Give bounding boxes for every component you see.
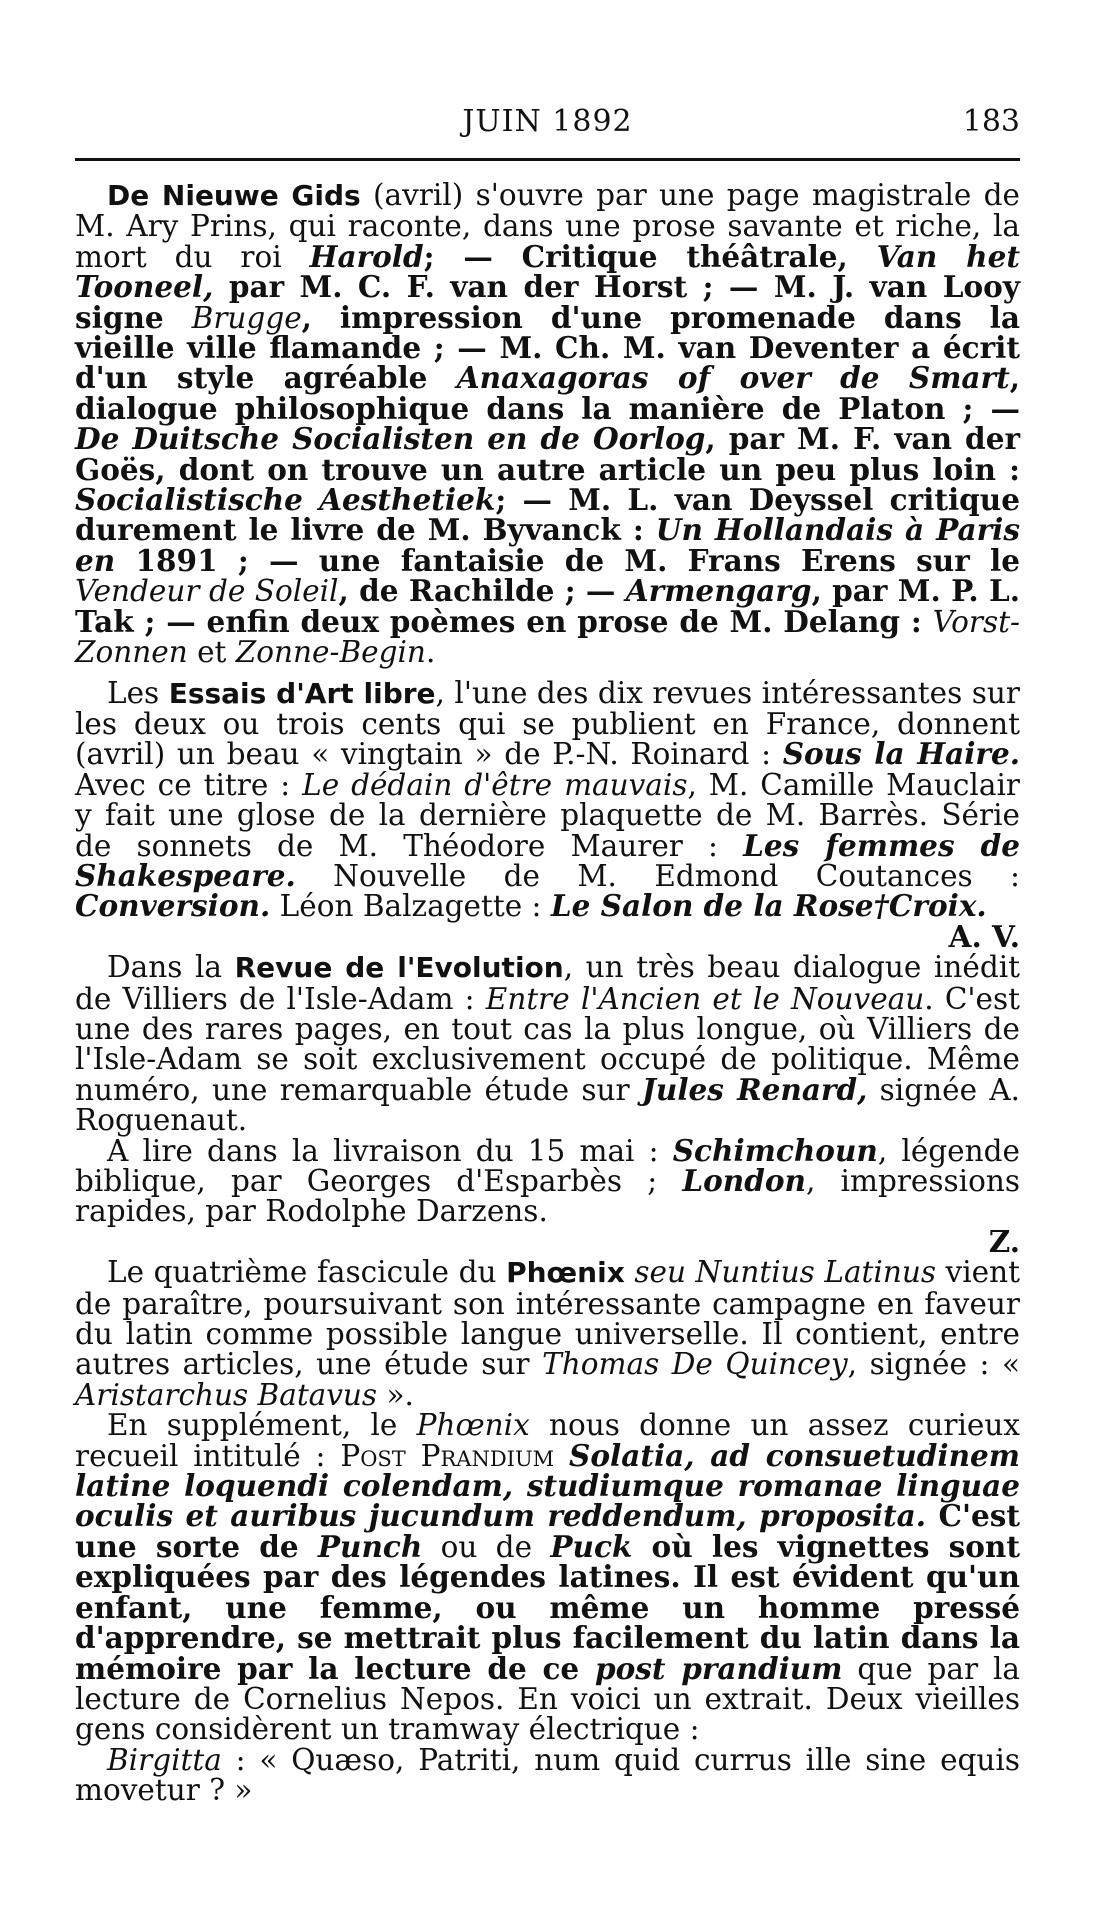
work-title: seu Nuntius Latinus: [634, 1255, 936, 1290]
text: ».: [377, 1377, 414, 1412]
text: , un très beau dialogue inédit de Villiers de l'Isle-Adam :: [75, 950, 1020, 1016]
work-title: Phœnix: [416, 1408, 530, 1443]
text: vient de paraître, poursuivant son intéressante campagne en faveur du latin comme possible langue universelle. Il contient, entre autres articles, une étude sur: [75, 1255, 1020, 1382]
text: ; — M. L. van Deyssel critique durement le livre de M. Byvanck :: [75, 482, 1020, 548]
text: , l'une des dix revues intéressantes sur les deux ou trois cents qui se publient en France, donnent (avril) un beau « vingtain » de P.-N. Roinard :: [75, 675, 1020, 772]
work-title: Entre l'Ancien et le Nouveau: [485, 981, 925, 1016]
journal-title: Essais d'Art libre: [168, 676, 436, 710]
work-title: post prandium: [594, 1650, 843, 1686]
text: Avec ce titre :: [75, 767, 303, 802]
work-title: Anaxagoras of over de Smart: [456, 360, 1010, 396]
text: par M. C. F. van der Horst ; — M. J. van Looy signe: [75, 269, 1020, 335]
text: que par la lecture de Cornelius Nepos. En voici un extrait. Deux vieilles gens considèrent un tramway électrique :: [75, 1651, 1020, 1747]
journal-title: De Nieuwe Gids: [107, 179, 361, 212]
work-title: Thomas De Quincey: [542, 1347, 848, 1382]
journal-title: Phœnix: [506, 1256, 625, 1290]
text: , impressions rapides, par Rodolphe Darzens.: [75, 1164, 1020, 1229]
paragraph-essais-art-libre: [75, 675, 1020, 924]
paragraph-phoenix: [75, 1257, 1020, 1410]
work-title: Van het Tooneel,: [75, 238, 1020, 305]
text: , signée : «: [847, 1347, 1020, 1382]
signature-av: A. V.: [948, 918, 1020, 954]
work-title: Harold: [309, 238, 424, 274]
text: 1891 ; — une fantaisie de M. Frans Erens sur le: [115, 542, 1020, 578]
work-title: Solatia, ad consuetudinem latine loquendi colendam, studiumque romanae linguae oculis et auribus jucundum reddendum, proposita.: [75, 1437, 1021, 1534]
work-title: Aristarchus Batavus: [75, 1377, 378, 1412]
text: nous donne un assez curieux recueil intitulé :: [75, 1408, 1020, 1473]
text: , par M. F. van der Goës, dont on trouve un autre article un peu plus loin :: [75, 421, 1020, 487]
work-title: Sous la Haire.: [782, 736, 1020, 772]
work-title: Post Prandium: [340, 1438, 555, 1473]
text: ou de: [422, 1529, 551, 1564]
text: , impression d'une promenade dans la vieille ville flamande ; — M. Ch. M. van Deventer a écrit d'un style agréable: [75, 299, 1020, 396]
work-title: Le dédain d'être mauvais: [302, 767, 688, 802]
quote-birgitta: [75, 1742, 1020, 1808]
work-title: Le Salon de la Rose†Croix.: [550, 888, 987, 924]
page-number: 183: [962, 104, 1020, 139]
work-title: Puck: [550, 1528, 633, 1564]
text: , M. Camille Mauclair y fait une glose de la dernière plaquette de M. Barrès. Série de sonnets de M. Théodore Maurer :: [75, 767, 1020, 863]
text: . C'est une des rares pages, en tout cas la plus longue, où Villiers de l'Isle-Adam se soit exclusivement occupé de politique. Même numéro, une remarquable étude sur: [75, 981, 1020, 1107]
text: [625, 1255, 635, 1289]
text: Le quatrième fascicule du: [107, 1255, 507, 1290]
work-title: Armengarg: [625, 573, 812, 609]
text: A lire dans la livraison du 15 mai :: [107, 1133, 673, 1168]
work-title: De Duitsche Socialisten en de Oorlog: [75, 421, 706, 457]
header-rule: [75, 158, 1020, 161]
text: , par M. P. L. Tak ; — enfin deux poèmes en prose de M. Delang :: [75, 573, 1020, 639]
text: (avril) s'ouvre par une page magistrale de M. Ary Prins, qui raconte, dans une prose savante et riche, la mort du roi: [75, 178, 1020, 274]
text: où les vignettes sont expliquées par des légendes latines. Il est évident qu'un enfant, une femme, ou même un homme pressé d'apprendre, se mettrait plus facilement du latin dans la mémoire par la lecture de ce: [75, 1528, 1021, 1686]
text: , légende biblique, par Georges d'Esparbès ;: [75, 1133, 1020, 1198]
text: , dialogue philosophique dans la manière de Platon ; —: [75, 360, 1020, 426]
text: Léon Balzagette :: [270, 889, 551, 924]
page-header: [75, 104, 1020, 144]
paragraph-nieuwe-gids: [75, 180, 1020, 668]
work-title: Punch: [317, 1528, 423, 1564]
work-title: Conversion.: [75, 888, 271, 924]
text: En supplément, le: [107, 1408, 417, 1443]
text: Les: [107, 675, 169, 710]
text: , de Rachilde ; —: [338, 573, 626, 609]
work-title: Jules Renard,: [641, 1071, 868, 1107]
paragraph-livraison: [75, 1132, 1020, 1229]
speaker-name: Birgitta: [107, 1742, 222, 1777]
work-title: Vendeur de Soleil: [75, 574, 339, 609]
work-title: Socialistische Aesthetiek: [75, 482, 496, 518]
text: Dans la: [107, 950, 235, 985]
paragraph-supplement: [75, 1408, 1021, 1747]
text: et: [187, 635, 236, 670]
running-head: JUIN 1892: [462, 104, 633, 139]
text: ; — Critique théâtrale,: [423, 238, 877, 274]
text: .: [425, 635, 436, 670]
work-title: Vorst-Zonnen: [75, 604, 1020, 670]
paragraph-revue-evolution: [75, 950, 1020, 1138]
journal-title: Revue de l'Evolution: [234, 951, 564, 985]
text: C'est une sorte de: [75, 1498, 1020, 1564]
work-title: Un Hollandais à Paris en: [75, 512, 1020, 578]
work-title: London: [682, 1163, 806, 1198]
work-title: Zonne-Begin: [235, 635, 426, 670]
work-title: Les femmes de Shakespeare.: [75, 827, 1020, 893]
text: signée A. Roguenaut.: [75, 1072, 1020, 1138]
text: : « Quæso, Patriti, num quid currus ille sine equis movetur ? »: [75, 1742, 1020, 1808]
text: Nouvelle de M. Edmond Coutances :: [295, 858, 1020, 893]
work-title: Schimchoun: [672, 1132, 878, 1168]
work-title: Brugge: [191, 300, 302, 335]
signature-z: Z.: [988, 1223, 1020, 1259]
article-body: [75, 180, 1020, 1806]
